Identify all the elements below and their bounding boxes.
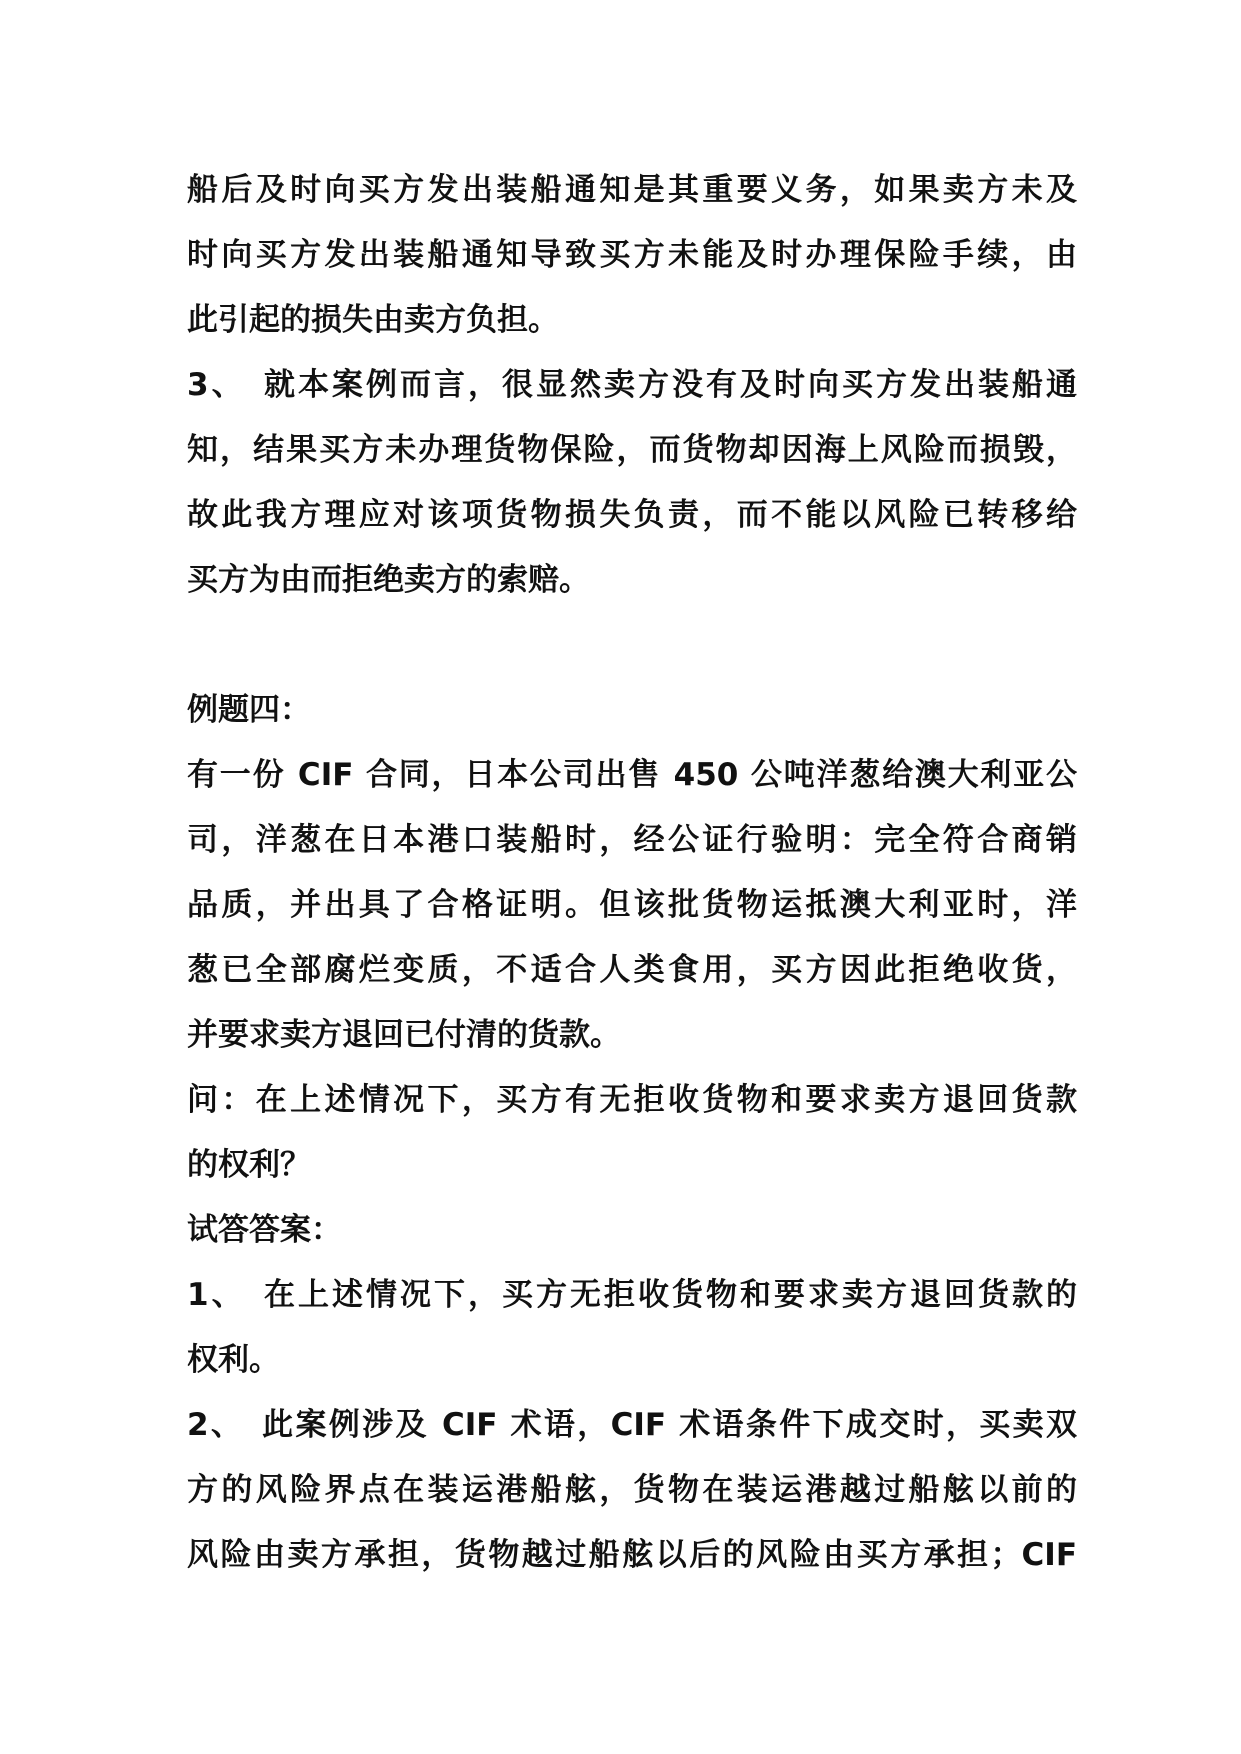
text-line-12: 品质，并出具了合格证明。但该批货物运抵澳大利亚时，洋 bbox=[187, 887, 1077, 923]
question-line-2: 的权利？ bbox=[187, 1147, 311, 1183]
answer-2-line-3: 风险由卖方承担，货物越过船舷以后的风险由买方承担；CIF bbox=[187, 1537, 1077, 1573]
text-line-5: 知，结果买方未办理货物保险，而货物却因海上风险而损毁， bbox=[187, 432, 1077, 468]
text-line-3: 此引起的损失由卖方负担。 bbox=[187, 302, 559, 338]
text-line-1: 船后及时向买方发出装船通知是其重要义务，如果卖方未及 bbox=[187, 172, 1077, 208]
answer-1-line-1: 1、 在上述情况下，买方无拒收货物和要求卖方退回货款的 bbox=[187, 1277, 1077, 1313]
text-line-14: 并要求卖方退回已付清的货款。 bbox=[187, 1017, 621, 1053]
text-line-13: 葱已全部腐烂变质，不适合人类食用，买方因此拒绝收货， bbox=[187, 952, 1077, 988]
question-line-1: 问：在上述情况下，买方有无拒收货物和要求卖方退回货款 bbox=[187, 1082, 1077, 1118]
answer-2-line-2: 方的风险界点在装运港船舷，货物在装运港越过船舷以前的 bbox=[187, 1472, 1077, 1508]
blank-line bbox=[187, 613, 1077, 678]
text-line-11: 司，洋葱在日本港口装船时，经公证行验明：完全符合商销 bbox=[187, 822, 1077, 858]
text-line-10: 有一份 CIF 合同，日本公司出售 450 公吨洋葱给澳大利亚公 bbox=[187, 757, 1077, 793]
example-heading: 例题四： bbox=[187, 692, 311, 728]
text-line-2: 时向买方发出装船通知导致买方未能及时办理保险手续，由 bbox=[187, 237, 1077, 273]
answer-1-line-2: 权利。 bbox=[187, 1342, 280, 1378]
text-line-6: 故此我方理应对该项货物损失负责，而不能以风险已转移给 bbox=[187, 497, 1077, 533]
text-line-7: 买方为由而拒绝卖方的索赔。 bbox=[187, 562, 590, 598]
document-body bbox=[187, 158, 1077, 1588]
answer-2-line-1: 2、 此案例涉及 CIF 术语，CIF 术语条件下成交时，买卖双 bbox=[187, 1407, 1077, 1443]
text-line-4: 3、 就本案例而言，很显然卖方没有及时向买方发出装船通 bbox=[187, 367, 1077, 403]
answer-heading: 试答答案： bbox=[187, 1212, 342, 1248]
